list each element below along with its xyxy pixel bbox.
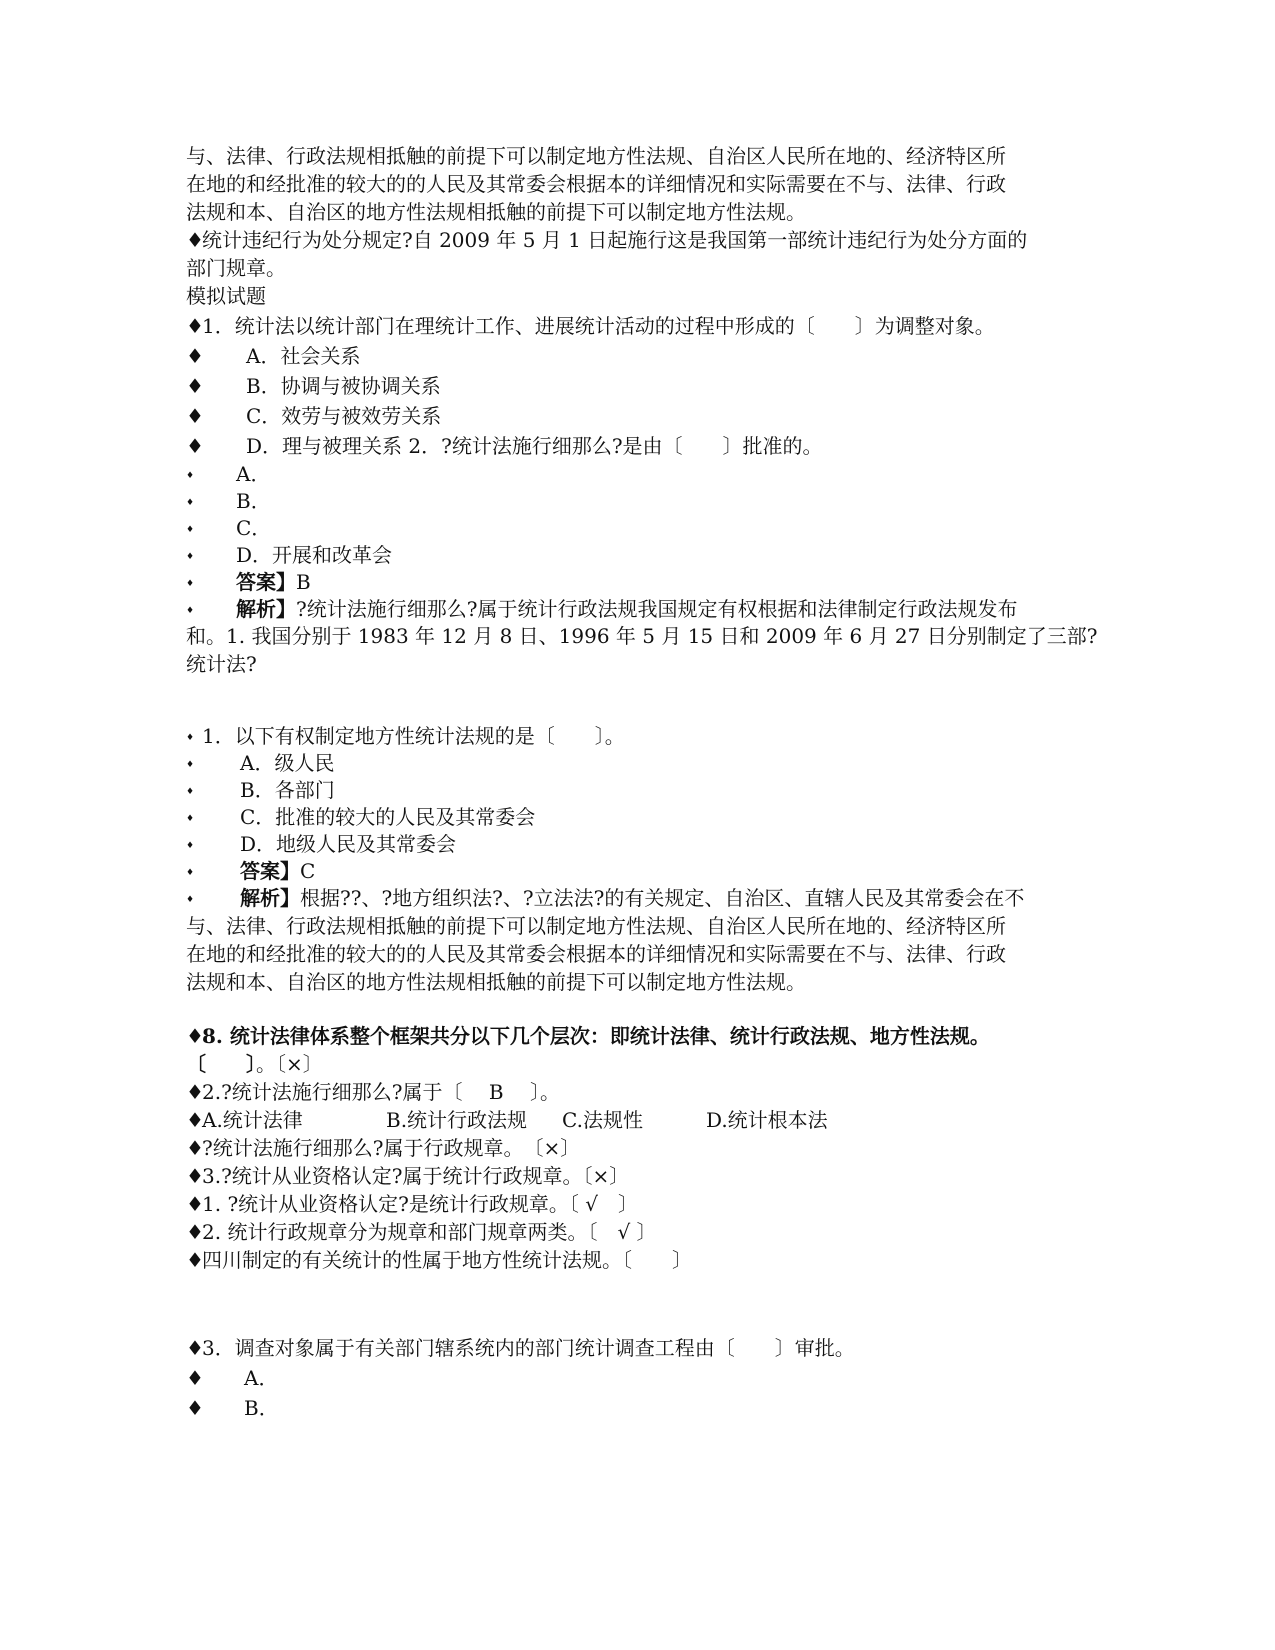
paragraph-line: 和。1. 我国分别于 1983 年 12 月 8 日、1996 年 5 月 15 日和 2009 年 6 月 27 日分别制定了三部? <box>186 624 1098 648</box>
diamond-bullet-icon: ♦ <box>186 1136 204 1160</box>
small-diamond-bullet-icon: ♦ <box>186 605 195 616</box>
true-false-line: ♦2. 统计行政规章分为规章和部门规章两类。〔 √ 〕 <box>186 1220 657 1244</box>
paragraph-line: 与、法律、行政法规相抵触的前提下可以制定地方性法规、自治区人民所在地的、经济特区所 <box>186 914 1006 938</box>
small-diamond-bullet-icon: ♦ <box>186 759 195 770</box>
option-line: ♦ A． <box>186 1366 279 1390</box>
option-line: ♦ C． <box>186 514 271 542</box>
answer-line: ♦ 答案】B <box>186 568 311 596</box>
diamond-bullet-icon: ♦ <box>186 434 204 458</box>
diamond-bullet-icon: ♦ <box>186 404 204 428</box>
true-false-line: ♦四川制定的有关统计的性属于地方性统计法规。〔 〕 <box>186 1248 692 1272</box>
option-line: ♦ A．社会关系 <box>186 344 361 368</box>
option-line: ♦ B． <box>186 1396 279 1420</box>
paragraph-line: 法规和本、自治区的地方性法规相抵触的前提下可以制定地方性法规。 <box>186 200 806 224</box>
diamond-bullet-icon: ♦ <box>186 1366 204 1390</box>
option-line: ♦ A．级人民 <box>186 749 334 777</box>
option-line: ♦ A． <box>186 460 270 488</box>
diamond-bullet-icon: ♦ <box>186 1024 204 1048</box>
small-diamond-bullet-icon: ♦ <box>186 551 195 562</box>
true-false-answer: 〔 〕。〔×〕 <box>186 1052 323 1076</box>
paragraph-line: 法规和本、自治区的地方性法规相抵触的前提下可以制定地方性法规。 <box>186 970 806 994</box>
diamond-bullet-icon: ♦ <box>186 1220 204 1244</box>
small-diamond-bullet-icon: ♦ <box>186 578 195 589</box>
option-line: ♦ D．地级人民及其常委会 <box>186 830 456 858</box>
diamond-bullet-icon: ♦ <box>186 1108 204 1132</box>
diamond-bullet-icon: ♦ <box>186 1396 204 1420</box>
question-line: ♦1．统计法以统计部门在理统计工作、进展统计活动的过程中形成的〔 〕为调整对象。 <box>186 314 995 338</box>
diamond-bullet-icon: ♦ <box>186 374 204 398</box>
option-line: ♦ C．效劳与被效劳关系 <box>186 404 442 428</box>
paragraph-line: 在地的和经批准的较大的的人民及其常委会根据本的详细情况和实际需要在不与、法律、行政 <box>186 172 1006 196</box>
diamond-bullet-icon: ♦ <box>186 1248 204 1272</box>
option-line: ♦ B． <box>186 487 271 515</box>
paragraph-line: 在地的和经批准的较大的的人民及其常委会根据本的详细情况和实际需要在不与、法律、行政 <box>186 942 1006 966</box>
small-diamond-bullet-icon: ♦ <box>186 867 195 878</box>
small-diamond-bullet-icon: ♦ <box>186 786 195 797</box>
section-heading: 模拟试题 <box>186 284 266 308</box>
option-line: ♦ B．协调与被协调关系 <box>186 374 441 398</box>
true-false-question: ♦8. 统计法律体系整个框架共分以下几个层次：即统计法律、统计行政法规、地方性法规。 <box>186 1024 990 1048</box>
small-diamond-bullet-icon: ♦ <box>186 524 195 535</box>
diamond-bullet-icon: ♦ <box>186 344 204 368</box>
answer-line: ♦ 答案】C <box>186 857 315 885</box>
question-line: ♦ 1．以下有权制定地方性统计法规的是〔 〕。 <box>186 722 625 750</box>
diamond-bullet-icon: ♦ <box>186 1164 204 1188</box>
true-false-line: ♦?统计法施行细那么?属于行政规章。 〔×〕 <box>186 1136 581 1160</box>
question-line: ♦3．调查对象属于有关部门辖系统内的部门统计调查工程由〔 〕审批。 <box>186 1336 855 1360</box>
true-false-line: ♦1. ?统计从业资格认定?是统计行政规章。〔 √ 〕 <box>186 1192 638 1216</box>
paragraph-line: 统计法? <box>186 652 257 676</box>
small-diamond-bullet-icon: ♦ <box>186 470 195 481</box>
small-diamond-bullet-icon: ♦ <box>186 840 195 851</box>
diamond-bullet-icon: ♦ <box>186 1192 204 1216</box>
small-diamond-bullet-icon: ♦ <box>186 732 195 743</box>
diamond-bullet-icon: ♦ <box>186 1080 204 1104</box>
small-diamond-bullet-icon: ♦ <box>186 813 195 824</box>
small-diamond-bullet-icon: ♦ <box>186 497 195 508</box>
explanation-line: ♦ 解析】根据??、?地方组织法?、?立法法?的有关规定、自治区、直辖人民及其常委会在不 <box>186 884 1024 912</box>
option-line: ♦ C．批准的较大的人民及其常委会 <box>186 803 535 831</box>
option-row: ♦A.统计法律 B.统计行政法规 C.法规性 D.统计根本法 <box>186 1108 828 1132</box>
paragraph-line: ♦统计违纪行为处分规定?自 2009 年 5 月 1 日起施行这是我国第一部统计违纪行为处分方面的 <box>186 228 1028 252</box>
explanation-line: ♦ 解析】?统计法施行细那么?属于统计行政法规我国规定有权根据和法律制定行政法规发布 <box>186 595 1017 623</box>
option-line: ♦ D．理与被理关系 2．?统计法施行细那么?是由〔 〕批准的。 <box>186 434 823 458</box>
diamond-bullet-icon: ♦ <box>186 314 204 338</box>
diamond-bullet-icon: ♦ <box>186 228 204 252</box>
question-line: ♦2.?统计法施行细那么?属于〔 B 〕。 <box>186 1080 560 1104</box>
option-line: ♦ D．开展和改革会 <box>186 541 392 569</box>
diamond-bullet-icon: ♦ <box>186 1336 204 1360</box>
option-line: ♦ B．各部门 <box>186 776 335 804</box>
paragraph-line: 与、法律、行政法规相抵触的前提下可以制定地方性法规、自治区人民所在地的、经济特区所 <box>186 144 1006 168</box>
paragraph-line: 部门规章。 <box>186 256 286 280</box>
true-false-line: ♦3.?统计从业资格认定?属于统计行政规章。〔×〕 <box>186 1164 630 1188</box>
small-diamond-bullet-icon: ♦ <box>186 894 195 905</box>
